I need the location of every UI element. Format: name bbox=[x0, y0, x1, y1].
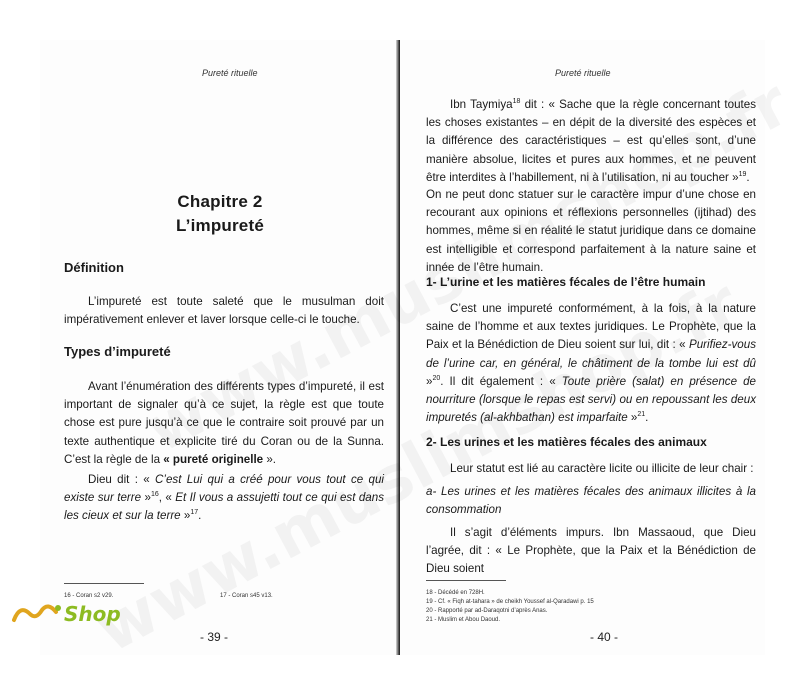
p3-quote-2: Toute prière (salat) en présence de nourriture (lorsque le repas est servi) ou en repoussant les deux impuretés (al-akhbathan) est imparfaite bbox=[426, 374, 756, 425]
p3-end: . bbox=[645, 411, 649, 425]
footnote-20: 20 - Rapporté par ad-Daraqotni d’après Anas. bbox=[426, 608, 548, 614]
footnote-ref-21[interactable]: 21 bbox=[637, 411, 646, 419]
p1-start: Ibn Taymiya bbox=[450, 98, 513, 111]
page-number-left: - 39 - bbox=[200, 630, 229, 644]
shop-logo[interactable] bbox=[10, 598, 150, 632]
footnote-ref-16[interactable]: 16 bbox=[150, 491, 159, 499]
types-text: Avant l’énumération des différents types d’impureté, il est important de signaler qu’à ce sujet, la règle est que toute chose est pure jusqu’à ce que le contraire soit prouvé par un texte authentique et explicite tiré du Coran ou de la Sunna. C’est la règle de la bbox=[64, 380, 384, 466]
quote-end: . bbox=[198, 509, 202, 523]
footnote-16: 16 - Coran s2 v29. bbox=[64, 593, 114, 599]
types-end: ». bbox=[263, 452, 277, 466]
quote-1: C’est Lui qui a créé pour vous tout ce qui existe sur terre bbox=[64, 473, 384, 505]
quote-2-open: , « bbox=[158, 491, 176, 505]
footnote-18: 18 - Décédé en 728H. bbox=[426, 590, 485, 596]
section-heading-2: 2- Les urines et les matières fécales des animaux bbox=[426, 435, 707, 449]
footnote-ref-19[interactable]: 19 bbox=[738, 170, 747, 178]
section-heading-1: 1- L’urine et les matières fécales de l’être humain bbox=[426, 275, 706, 289]
status-paragraph: Leur statut est lié au caractère licite ou illicite de leur chair : bbox=[450, 462, 754, 475]
footnote-ref-20[interactable]: 20 bbox=[432, 374, 441, 382]
footnote-21: 21 - Muslim et Abou Daoud. bbox=[426, 617, 501, 623]
footnote-ref-17[interactable]: 17 bbox=[190, 509, 199, 517]
footnote-rule-right bbox=[426, 580, 506, 581]
chapter-number: Chapitre 2 bbox=[177, 192, 263, 211]
subsection-a: a- Les urines et les matières fécales des animaux illicites à la consommation bbox=[426, 485, 756, 517]
quote-intro: Dieu dit : « bbox=[88, 473, 156, 486]
footnote-ref-18[interactable]: 18 bbox=[512, 98, 521, 106]
chapter-title: L’impureté bbox=[176, 216, 264, 235]
running-head-left: Pureté rituelle bbox=[202, 68, 258, 78]
definition-heading: Définition bbox=[64, 260, 124, 275]
definition-paragraph: L’impureté est toute saleté que le musulman doit impérativement enlever et laver lorsque celle-ci le touche. bbox=[64, 295, 384, 327]
running-head-right: Pureté rituelle bbox=[555, 68, 611, 78]
p1-end: . bbox=[746, 170, 750, 184]
types-bold-term: « pureté originelle bbox=[163, 452, 264, 466]
p3-q1-close: » bbox=[426, 374, 433, 388]
p3-q2-close: » bbox=[627, 411, 638, 425]
logo-text: Shop bbox=[64, 602, 121, 626]
page-number-right: - 40 - bbox=[590, 630, 619, 644]
types-heading: Types d’impureté bbox=[64, 344, 171, 359]
p3-a: C’est une impureté conformément, à la fois, à la nature saine de l’homme et aux textes juridiques. Le Prophète, que la Paix et la Bénédiction de Dieu soient sur lui, dit : « bbox=[426, 302, 756, 352]
p1-rest: dit : « Sache que la règle concernant toutes les choses existantes – en dépit de la diversité des espèces et la différence des caractéristiques – est qu’elles sont, d’une manière absolue, licites et pures aux hommes, et ne peuvent être interdites à l’habillement, ni à l’utilisation, ni au toucher » bbox=[426, 98, 756, 184]
logo-emblem-icon bbox=[10, 598, 66, 632]
quote-1-close: » bbox=[141, 491, 151, 505]
quote-2-close: » bbox=[180, 509, 191, 523]
footnote-19: 19 - Cf. « Fiqh at-tahara » de cheikh Youssef al-Qaradawi p. 15 bbox=[426, 599, 594, 605]
ijtihad-paragraph: On ne peut donc statuer sur le caractère impur d’une chose en recourant aux opinions et réflexions personnelles (ijtihad) des hommes, même si en réalité le statut juridique dans ce domaine est intelligible et correspond parfaitement à la nature saine et innée de l’être humain. bbox=[426, 188, 756, 274]
ibn-massaoud-paragraph: Il s’agit d’éléments impurs. Ibn Massaoud, que Dieu l’agrée, dit : « Le Prophète, que la Paix et la Bénédiction de Dieu soient bbox=[426, 526, 756, 576]
p3-quote-1: Purifiez-vous de l’urine car, en général, le châtiment de la tombe lui est dû bbox=[426, 338, 756, 370]
footnote-17: 17 - Coran s45 v13. bbox=[220, 593, 273, 599]
p3-b: . Il dit également : « bbox=[440, 374, 562, 388]
quote-2: Et Il vous a assujetti tout ce qui est dans les cieux et sur la terre bbox=[64, 491, 384, 523]
